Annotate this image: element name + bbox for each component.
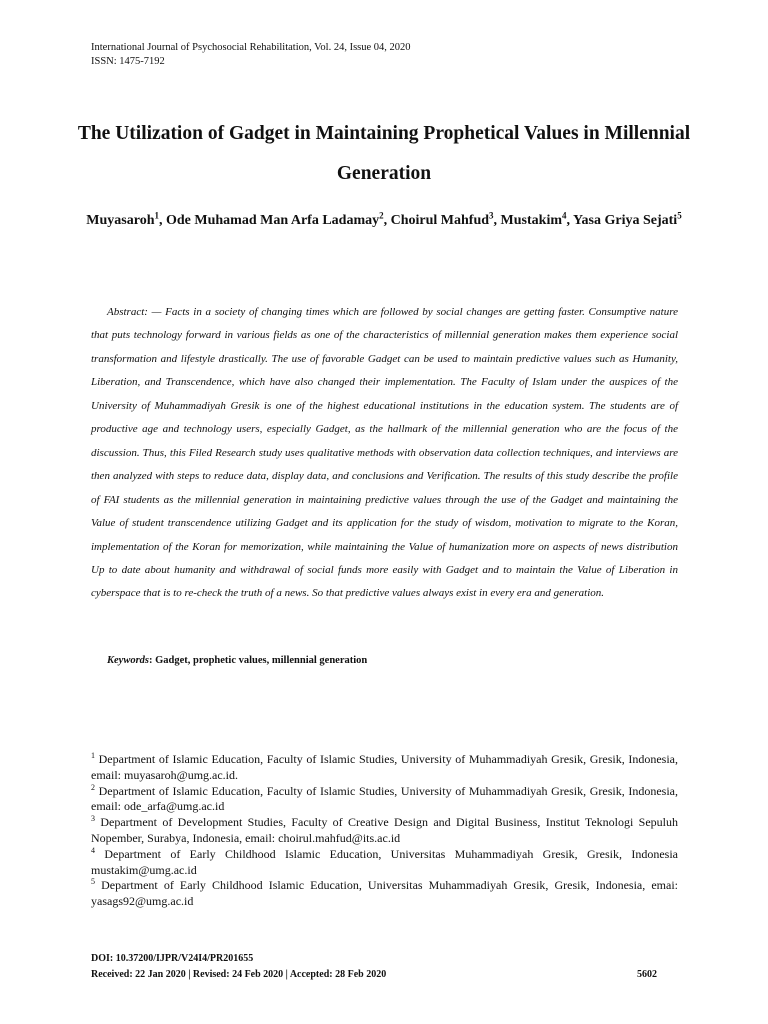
doi: DOI: 10.37200/IJPR/V24I4/PR201655 (91, 953, 254, 964)
submission-dates: Received: 22 Jan 2020 | Revised: 24 Feb 2020 | Accepted: 28 Feb 2020 (91, 969, 387, 980)
abstract-label: Abstract: — (107, 306, 162, 318)
keywords-text: : Gadget, prophetic values, millennial generation (149, 655, 368, 666)
abstract-text: Facts in a society of changing times which are followed by social changes are getting faster. Consumptive nature that puts technology forward in various fields as one of the characteristics of millennial generation makes them experience social transformation and lifestyle drastically. The use of favorable Gadget can be used to maintain predictive values such as Humanity, Liberation, and Transcendence, which have also changed their implementation. The Faculty of Islam under the auspices of the University of Muhammadiyah Gresik is one of the highest educational institutions in the education system. The students are of productive age and technology users, especially Gadget, as the hallmark of the millennial generation who are the focus of the discussion. Thus, this Filed Research study uses qualitative methods with observation data collection techniques, and interviews are then analyzed with steps to reduce data, display data, and conclusions and Verification. The results of this study describe the profile of FAI students as the millennial generation in maintaining predictive values through the use of the Gadget and maintaining the Value of student transcendence utilizing Gadget and its application for the study of wisdom, motivation to migrate to the Koran, implementation of the Koran for memorization, while maintaining the Value of humanization more on aspects of news distribution Up to date about humanity and withdrawal of social funds more easily with Gadget and to maintain the Value of Liberation in cyberspace that is to re-check the truth of a news. So that predictive values always exist in every era and generation. (91, 306, 678, 600)
abstract (91, 301, 678, 606)
keywords-label: Keywords (107, 655, 149, 666)
affiliation-item: $^5$ Department of Early Childhood Islamic Education, Universitas Muhammadiyah Gresik, Gresik, Indonesia, emai: yasags92@umg.ac.id (91, 877, 678, 909)
affiliation-item: $^4$ Department of Early Childhood Islamic Education, Universitas Muhammadiyah Gresik, Gresik, Indonesia mustakim@umg.ac.id (91, 845, 678, 877)
author: Choirul Mahfud$^3$, (390, 210, 501, 228)
affiliation-item: $^3$ Department of Development Studies, Faculty of Creative Design and Digital Business, Institut Teknologi Sepuluh Nopember, Surabya, Indonesia, email: choirul.mahfud@its.ac.id (91, 814, 678, 845)
page-number: 5602 (637, 969, 657, 980)
issn: ISSN: 1475-7192 (91, 56, 165, 67)
affiliations (91, 752, 678, 910)
author: Ode Muhamad Man Arfa Ladamay$^2$, (166, 210, 391, 228)
affiliation-item: $^2$ Department of Islamic Education, Faculty of Islamic Studies, University of Muhammadiyah Gresik, Gresik, Indonesia, email: ode_arfa@umg.ac.id (91, 782, 678, 814)
paper-title: The Utilization of Gadget in Maintaining Prophetical Values in Millennial Generation (77, 123, 691, 184)
author-list (75, 205, 693, 236)
journal-citation: International Journal of Psychosocial Rehabilitation, Vol. 24, Issue 04, 2020 (91, 42, 411, 53)
author: Yasa Griya Sejati$^5$ (572, 210, 682, 228)
author: Muyasaroh$^1$, (86, 210, 166, 228)
author: Mustakim$^4$, (500, 210, 573, 228)
running-header (91, 41, 411, 69)
keywords (107, 655, 367, 666)
affiliation-item: $^1$ Department of Islamic Education, Faculty of Islamic Studies, University of Muhammadiyah Gresik, Gresik, Indonesia, email: muyasaroh@umg.ac.id. (91, 751, 678, 782)
